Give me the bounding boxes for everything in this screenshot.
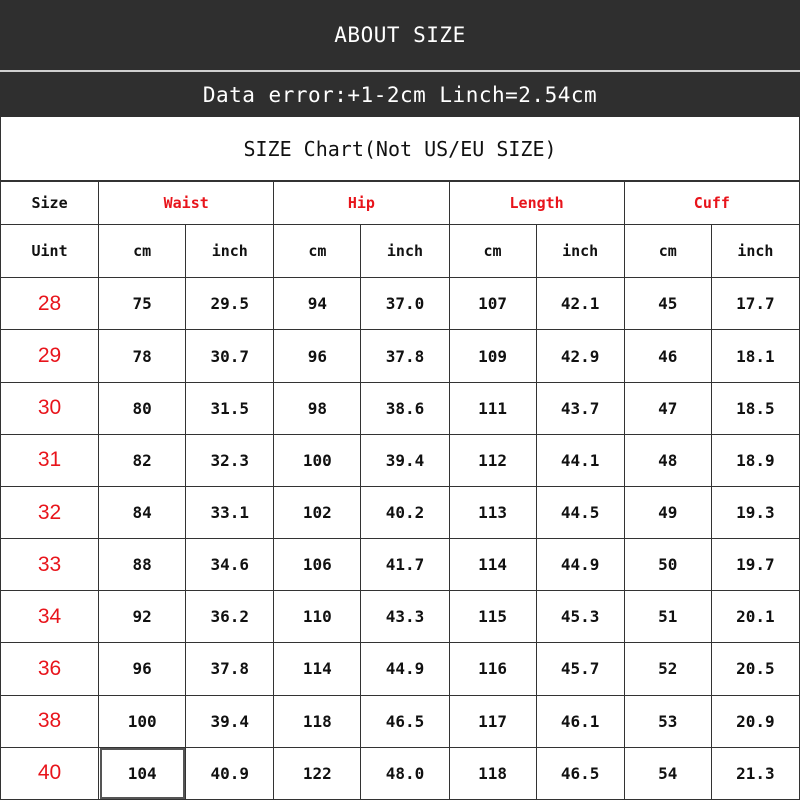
- table-row: [1, 591, 800, 643]
- cuff-cm-header: cm: [624, 225, 711, 278]
- hip-cm-cell: 106: [274, 539, 361, 591]
- hip-inch-cell: 41.7: [361, 539, 449, 591]
- cuff-inch-cell: 21.3: [711, 747, 799, 799]
- hip-inch-cell: 38.6: [361, 382, 449, 434]
- cuff-inch-header: inch: [711, 225, 799, 278]
- length-cm-cell: 107: [449, 278, 536, 330]
- length-cm-cell: 111: [449, 382, 536, 434]
- length-inch-cell: 46.5: [536, 747, 624, 799]
- cuff-inch-cell: 20.9: [711, 695, 799, 747]
- measurement-note: Data error:+1-2cm Linch=2.54cm: [202, 82, 598, 107]
- waist-inch-cell: 31.5: [186, 382, 274, 434]
- cuff-cm-cell: 53: [624, 695, 711, 747]
- header-row-groups: [1, 182, 800, 225]
- cuff-inch-cell: 20.5: [711, 643, 799, 695]
- table-row: [1, 278, 800, 330]
- waist-cm-cell: 100: [99, 695, 186, 747]
- note-bar: [0, 72, 800, 117]
- size-cell: 29: [1, 330, 99, 382]
- cuff-cm-cell: 49: [624, 486, 711, 538]
- length-inch-cell: 43.7: [536, 382, 624, 434]
- header-row-units: [1, 225, 800, 278]
- waist-cm-cell: 84: [99, 486, 186, 538]
- length-inch-cell: 46.1: [536, 695, 624, 747]
- cuff-inch-cell: 19.3: [711, 486, 799, 538]
- waist-cm-cell: 78: [99, 330, 186, 382]
- waist-inch-cell: 29.5: [186, 278, 274, 330]
- cuff-inch-cell: 18.5: [711, 382, 799, 434]
- size-header: Size: [1, 182, 99, 225]
- table-row: [1, 747, 800, 799]
- waist-inch-cell: 34.6: [186, 539, 274, 591]
- waist-inch-cell: 37.8: [186, 643, 274, 695]
- length-inch-cell: 44.9: [536, 539, 624, 591]
- length-inch-cell: 45.7: [536, 643, 624, 695]
- hip-inch-header: inch: [361, 225, 449, 278]
- waist-inch-cell: 36.2: [186, 591, 274, 643]
- cuff-cm-cell: 47: [624, 382, 711, 434]
- length-cm-cell: 113: [449, 486, 536, 538]
- waist-header: Waist: [99, 182, 274, 225]
- waist-cm-cell: 92: [99, 591, 186, 643]
- waist-cm-header: cm: [99, 225, 186, 278]
- size-cell: 36: [1, 643, 99, 695]
- size-cell: 33: [1, 539, 99, 591]
- size-cell: 38: [1, 695, 99, 747]
- cuff-cm-cell: 46: [624, 330, 711, 382]
- waist-cm-cell: 82: [99, 434, 186, 486]
- size-cell: 32: [1, 486, 99, 538]
- size-table: [0, 181, 800, 800]
- cuff-inch-cell: 18.1: [711, 330, 799, 382]
- hip-cm-cell: 98: [274, 382, 361, 434]
- table-row: [1, 434, 800, 486]
- waist-cm-cell: 104: [99, 747, 186, 799]
- table-row: [1, 486, 800, 538]
- hip-cm-cell: 100: [274, 434, 361, 486]
- chart-subtitle: SIZE Chart(Not US/EU SIZE): [243, 136, 557, 161]
- hip-inch-cell: 48.0: [361, 747, 449, 799]
- length-cm-cell: 109: [449, 330, 536, 382]
- hip-inch-cell: 44.9: [361, 643, 449, 695]
- size-cell: 31: [1, 434, 99, 486]
- length-cm-cell: 117: [449, 695, 536, 747]
- length-cm-cell: 118: [449, 747, 536, 799]
- table-row: [1, 330, 800, 382]
- hip-header: Hip: [274, 182, 449, 225]
- table-row: [1, 695, 800, 747]
- waist-inch-cell: 32.3: [186, 434, 274, 486]
- cuff-inch-cell: 17.7: [711, 278, 799, 330]
- cuff-cm-cell: 48: [624, 434, 711, 486]
- hip-cm-cell: 96: [274, 330, 361, 382]
- length-cm-cell: 115: [449, 591, 536, 643]
- cuff-cm-cell: 50: [624, 539, 711, 591]
- cuff-cm-cell: 51: [624, 591, 711, 643]
- hip-cm-cell: 114: [274, 643, 361, 695]
- hip-inch-cell: 40.2: [361, 486, 449, 538]
- cuff-inch-cell: 20.1: [711, 591, 799, 643]
- waist-cm-cell: 75: [99, 278, 186, 330]
- length-inch-cell: 42.1: [536, 278, 624, 330]
- table-row: [1, 382, 800, 434]
- hip-cm-cell: 118: [274, 695, 361, 747]
- hip-inch-cell: 46.5: [361, 695, 449, 747]
- length-inch-cell: 44.5: [536, 486, 624, 538]
- length-cm-cell: 116: [449, 643, 536, 695]
- length-cm-header: cm: [449, 225, 536, 278]
- cuff-inch-cell: 18.9: [711, 434, 799, 486]
- length-cm-cell: 114: [449, 539, 536, 591]
- length-cm-cell: 112: [449, 434, 536, 486]
- cuff-inch-cell: 19.7: [711, 539, 799, 591]
- hip-cm-cell: 94: [274, 278, 361, 330]
- cuff-cm-cell: 52: [624, 643, 711, 695]
- length-inch-header: inch: [536, 225, 624, 278]
- size-cell: 30: [1, 382, 99, 434]
- page-title: ABOUT SIZE: [334, 23, 466, 47]
- hip-inch-cell: 39.4: [361, 434, 449, 486]
- waist-cm-cell: 80: [99, 382, 186, 434]
- hip-inch-cell: 43.3: [361, 591, 449, 643]
- cuff-header: Cuff: [624, 182, 799, 225]
- waist-inch-cell: 40.9: [186, 747, 274, 799]
- waist-cm-cell: 88: [99, 539, 186, 591]
- cuff-cm-cell: 45: [624, 278, 711, 330]
- hip-cm-header: cm: [274, 225, 361, 278]
- hip-cm-cell: 110: [274, 591, 361, 643]
- hip-cm-cell: 122: [274, 747, 361, 799]
- length-header: Length: [449, 182, 624, 225]
- title-bar: [0, 0, 800, 72]
- unit-header: Uint: [1, 225, 99, 278]
- size-cell: 28: [1, 278, 99, 330]
- hip-inch-cell: 37.8: [361, 330, 449, 382]
- hip-inch-cell: 37.0: [361, 278, 449, 330]
- waist-inch-cell: 30.7: [186, 330, 274, 382]
- waist-inch-header: inch: [186, 225, 274, 278]
- waist-cm-cell: 96: [99, 643, 186, 695]
- size-cell: 40: [1, 747, 99, 799]
- waist-inch-cell: 33.1: [186, 486, 274, 538]
- waist-inch-cell: 39.4: [186, 695, 274, 747]
- length-inch-cell: 42.9: [536, 330, 624, 382]
- length-inch-cell: 44.1: [536, 434, 624, 486]
- cuff-cm-cell: 54: [624, 747, 711, 799]
- chart-subtitle-box: [0, 117, 800, 181]
- length-inch-cell: 45.3: [536, 591, 624, 643]
- table-row: [1, 643, 800, 695]
- hip-cm-cell: 102: [274, 486, 361, 538]
- table-row: [1, 539, 800, 591]
- size-cell: 34: [1, 591, 99, 643]
